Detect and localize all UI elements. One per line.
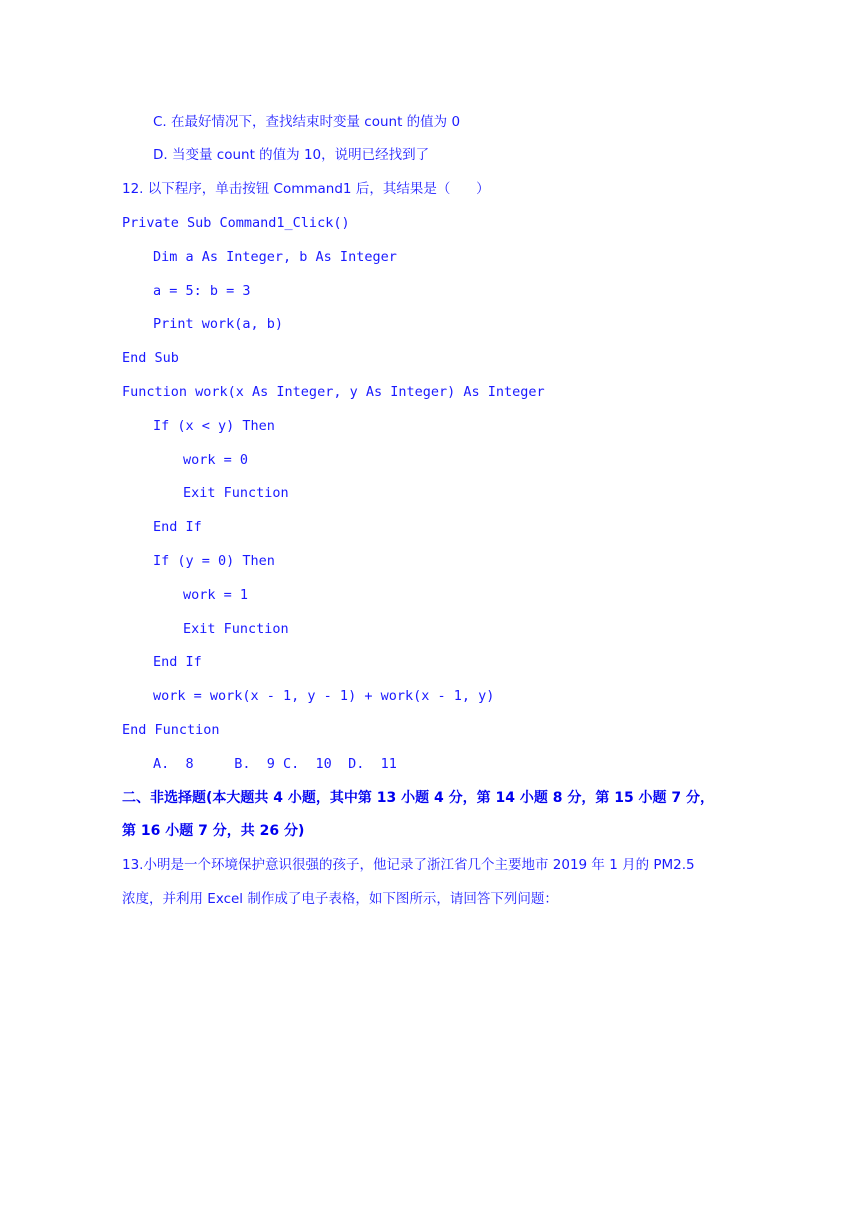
code-line: End Sub <box>122 350 179 366</box>
question-13-stem-cont: 浓度，并利用 Excel 制作成了电子表格，如下图所示，请回答下列问题： <box>122 891 558 907</box>
code-line: If (y = 0) Then <box>153 553 275 569</box>
answer-options: A. 8 B. 9 C. 10 D. 11 <box>153 756 397 772</box>
option-d: D. 当变量 count 的值为 10，说明已经找到了 <box>153 147 430 163</box>
code-line: End If <box>153 519 202 535</box>
question-13-stem: 13.小明是一个环境保护意识很强的孩子，他记录了浙江省几个主要地市 2019 年 1 月的 PM2.5 <box>122 857 695 873</box>
code-line: Dim a As Integer, b As Integer <box>153 249 397 265</box>
code-line: End If <box>153 654 202 670</box>
code-line: work = 1 <box>183 587 249 603</box>
code-line: If (x < y) Then <box>153 418 275 434</box>
question-12-stem: 12. 以下程序，单击按钮 Command1 后，其结果是（ ） <box>122 181 490 197</box>
code-line: Function work(x As Integer, y As Integer) As Integer <box>122 384 545 400</box>
code-line: work = work(x - 1, y - 1) + work(x - 1, y) <box>153 688 495 704</box>
section-heading-cont: 第 16 小题 7 分，共 26 分) <box>122 823 305 839</box>
section-heading: 二、非选择题(本大题共 4 小题，其中第 13 小题 4 分，第 14 小题 8 分，第 15 小题 7 分， <box>122 790 715 806</box>
code-line: Print work(a, b) <box>153 316 284 332</box>
code-line: work = 0 <box>183 452 249 468</box>
option-c: C. 在最好情况下，查找结束时变量 count 的值为 0 <box>153 114 461 130</box>
code-line: Private Sub Command1_Click() <box>122 215 350 231</box>
code-line: a = 5: b = 3 <box>153 283 251 299</box>
code-line: Exit Function <box>183 485 289 501</box>
code-line: Exit Function <box>183 621 289 637</box>
code-line: End Function <box>122 722 220 738</box>
